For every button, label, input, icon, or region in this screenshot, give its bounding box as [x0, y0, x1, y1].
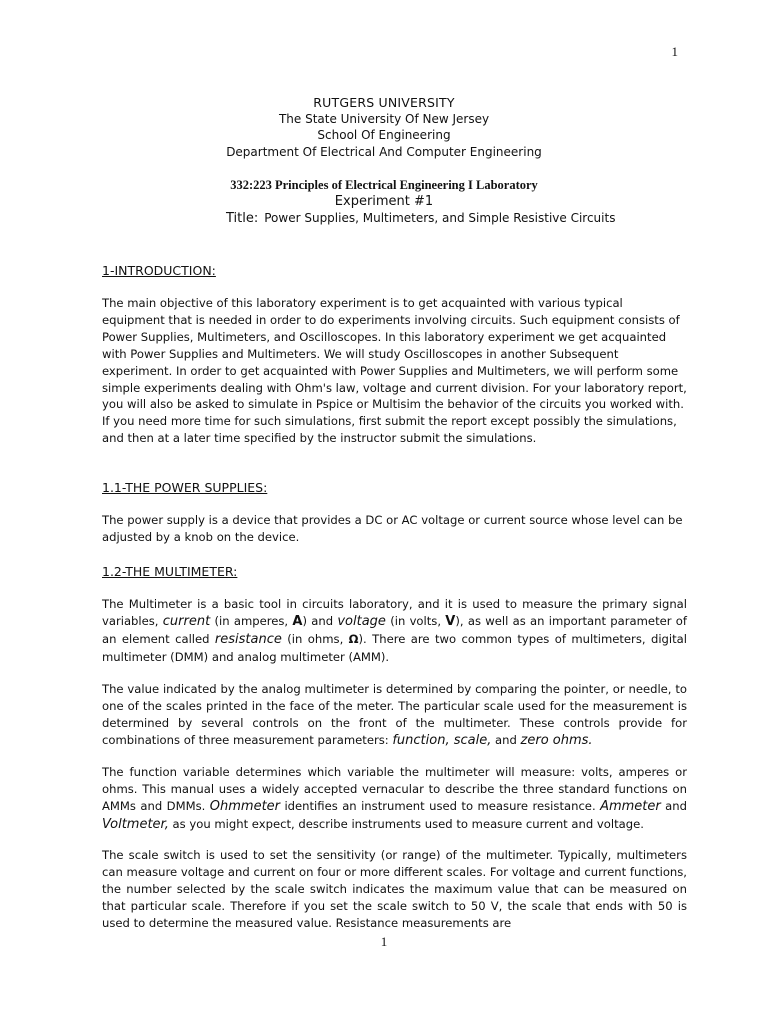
- text-run: as you might expect, describe instruments used to measure current and voltage.: [168, 816, 644, 831]
- multimeter-paragraph-3: [102, 764, 687, 834]
- text-run: identifies an instrument used to measure resistance.: [280, 798, 601, 813]
- term-zero-ohms: zero ohms.: [520, 732, 593, 748]
- text-run: (in ohms,: [281, 631, 349, 646]
- text-run: ) and: [302, 613, 338, 628]
- term-voltmeter: Voltmeter,: [102, 816, 169, 832]
- university-subtitle: The State University Of New Jersey: [278, 112, 490, 126]
- multimeter-paragraph-4: The scale switch is used to set the sensitivity (or range) of the multimeter. Typically, multimeters can measure voltage and current on four or more different scales. For voltage and current functions, the number selected by the scale switch indicates the maximum value that can be measured on that particular scale. Therefore if you set the scale switch to 50 V, the scale that ends with 50 is used to determine the measured value. Resistance measurements are: [102, 848, 687, 930]
- page-number-top: 1: [671, 44, 678, 59]
- multimeter-paragraph-2: [102, 681, 687, 750]
- university-name: RUTGERS UNIVERSITY: [313, 95, 455, 110]
- term-resistance: resistance: [214, 631, 282, 647]
- term-function-scale: function, scale,: [392, 732, 492, 748]
- course-title: 332:223 Principles of Electrical Engineering I Laboratory: [230, 178, 538, 192]
- text-run: ). There are two common types of multimeters, digital multimeter (DMM) and analog multimeter (AMM).: [102, 631, 688, 664]
- intro-heading: 1-INTRODUCTION:: [102, 263, 216, 278]
- unit-volt: V: [445, 613, 456, 629]
- experiment-number: Experiment #1: [334, 194, 434, 209]
- text-run: and: [660, 798, 687, 813]
- text-run: (in amperes,: [210, 613, 293, 628]
- text-run: The value indicated by the analog multimeter is determined by comparing the pointer, or needle, to one of the scales printed in the face of the meter. The particular scale used for the measurement is determined by several controls on the front of the multimeter. These controls provide for combinations of three measurement parameters:: [102, 682, 687, 747]
- department-name: Department Of Electrical And Computer Engineering: [226, 145, 542, 159]
- unit-ampere: A: [292, 613, 303, 629]
- school-name: School Of Engineering: [317, 128, 451, 142]
- term-voltage: voltage: [337, 613, 386, 629]
- multimeter-heading: 1.2-THE MULTIMETER:: [102, 564, 238, 579]
- title-text: Power Supplies, Multimeters, and Simple Resistive Circuits: [264, 211, 616, 225]
- term-ammeter: Ammeter: [600, 798, 661, 814]
- text-run: The Multimeter is a basic tool in circuits laboratory, and it is used to measure the primary signal variables,: [102, 597, 687, 628]
- text-run: ), as well as an important parameter of an element called: [102, 613, 687, 646]
- intro-paragraph: The main objective of this laboratory experiment is to get acquainted with various typical equipment that is needed in order to do experiments involving circuits. Such equipment consists of Power Supplies, Multimeters, and Oscilloscopes. In this laboratory experiment we get acquainted with Power Supplies and Multimeters. We will study Oscilloscopes in another Subsequent experiment. In order to get acquainted with Power Supplies and Multimeters, we will perform some simple experiments dealing with Ohm's law, voltage and current division. For your laboratory report, you will also be asked to simulate in Pspice or Multisim the behavior of the circuits you worked with. If you need more time for such simulations, first submit the report except possibly the simulations, and then at a later time specified by the instructor submit the simulations.: [102, 296, 687, 446]
- text-run: The function variable determines which variable the multimeter will measure: volts, amperes or ohms. This manual uses a widely accepted vernacular to describe the three standard functions on AMMs and DMMs.: [102, 765, 687, 813]
- experiment-title: [226, 211, 615, 226]
- text-run: and: [491, 732, 521, 747]
- power-supplies-paragraph: The power supply is a device that provides a DC or AC voltage or current source whose level can be adjusted by a knob on the device.: [102, 513, 683, 544]
- unit-ohm: Ω: [348, 631, 359, 646]
- term-current: current: [162, 613, 211, 629]
- text-run: (in volts,: [385, 613, 446, 628]
- multimeter-paragraph-1: [102, 596, 687, 666]
- title-label: Title:: [226, 211, 259, 226]
- power-supplies-heading: 1.1-THE POWER SUPPLIES:: [102, 480, 268, 495]
- page-number-bottom: 1: [380, 934, 388, 949]
- term-ohmmeter: Ohmmeter: [209, 798, 281, 814]
